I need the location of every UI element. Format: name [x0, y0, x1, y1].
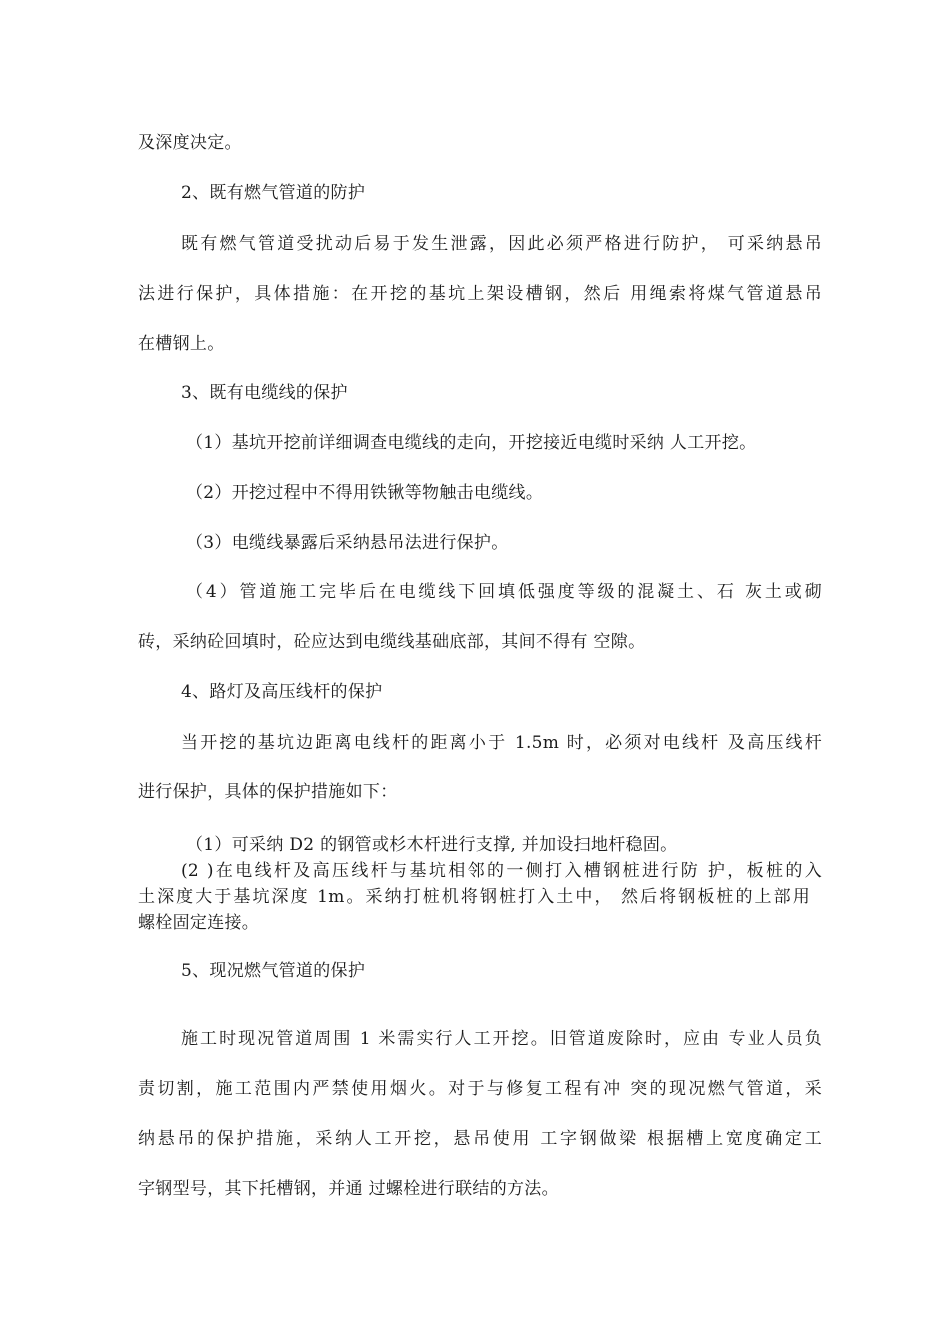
text-line: 螺栓固定连接。 — [138, 913, 260, 933]
text-line: 土深度大于基坑深度 1m。采纳打桩机将钢桩打入土中， 然后将钢板桩的上部用 — [138, 887, 810, 907]
text-line: 既有燃气管道受扰动后易于发生泄露，因此必须严格进行防护， 可采纳悬吊 — [181, 234, 822, 254]
text-line: 纳悬吊的保护措施，采纳人工开挖，悬吊使用 工字钢做梁 根据槽上宽度确定工 — [138, 1129, 822, 1149]
text-line: （2）开挖过程中不得用铁锹等物触击电缆线。 — [186, 483, 544, 503]
section-heading: 2、既有燃气管道的防护 — [181, 183, 366, 203]
text-line: 进行保护，具体的保护措施如下： — [138, 782, 398, 802]
text-line: （3）电缆线暴露后采纳悬吊法进行保护。 — [186, 533, 509, 553]
text-line: 砖，采纳砼回填时，砼应达到电缆线基础底部，其间不得有 空隙。 — [138, 632, 646, 652]
text-line: （4）管道施工完毕后在电缆线下回填低强度等级的混凝土、石 灰土或砌 — [186, 582, 822, 602]
text-line: 在槽钢上。 — [138, 334, 225, 354]
text-line: 施工时现况管道周围 1 米需实行人工开挖。旧管道废除时，应由 专业人员负 — [181, 1029, 822, 1049]
text-line: 当开挖的基坑边距离电线杆的距离小于 1.5m 时，必须对电线杆 及高压线杆 — [181, 733, 822, 753]
section-heading: 4、路灯及高压线杆的保护 — [181, 682, 383, 702]
text-line: 法进行保护，具体措施：在开挖的基坑上架设槽钢，然后 用绳索将煤气管道悬吊 — [138, 284, 822, 304]
text-line: （1）基坑开挖前详细调查电缆线的走向，开挖接近电缆时采纳 人工开挖。 — [186, 433, 757, 453]
text-line: 及深度决定。 — [138, 133, 242, 153]
text-line: (2 )在电线杆及高压线杆与基坑相邻的一侧打入槽钢桩进行防 护，板桩的入 — [181, 861, 822, 881]
text-line: 责切割，施工范围内严禁使用烟火。对于与修复工程有冲 突的现况燃气管道，采 — [138, 1079, 822, 1099]
text-line: （1）可采纳 D2 的钢管或杉木杆进行支撑, 并加设扫地杆稳固。 — [186, 835, 678, 855]
section-heading: 5、现况燃气管道的保护 — [181, 961, 366, 981]
text-line: 字钢型号，其下托槽钢，并通 过螺栓进行联结的方法。 — [138, 1179, 559, 1199]
section-heading: 3、既有电缆线的保护 — [181, 383, 348, 403]
